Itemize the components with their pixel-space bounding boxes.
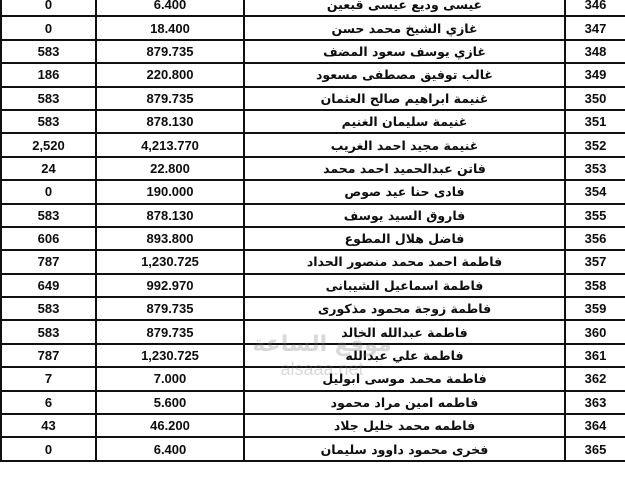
table-row — [1, 274, 625, 297]
amount-cell: 7.000 — [96, 367, 244, 390]
row-number-cell: 365 — [565, 437, 625, 460]
row-number-cell: 352 — [565, 133, 625, 156]
name-cell: غنيمة مجيد احمد الغريب — [244, 133, 565, 156]
table-row — [1, 180, 625, 203]
row-number-cell: 353 — [565, 157, 625, 180]
amount-cell: 6.400 — [96, 437, 244, 460]
table-row — [1, 367, 625, 390]
amount-cell: 46.200 — [96, 414, 244, 437]
value-cell: 583 — [1, 297, 96, 320]
amount-cell: 879.735 — [96, 297, 244, 320]
name-cell: فاطمه امين مراد محمود — [244, 391, 565, 414]
amount-cell: 6.400 — [96, 0, 244, 16]
name-cell: فاطمة زوجة محمود مذكورى — [244, 297, 565, 320]
name-cell: غالب توفيق مصطفى مسعود — [244, 63, 565, 86]
name-cell: فاتن عبدالحميد احمد محمد — [244, 157, 565, 180]
table-row — [1, 227, 625, 250]
name-cell: غنيمة سليمان الغنيم — [244, 110, 565, 133]
table-row — [1, 320, 625, 343]
table-row — [1, 110, 625, 133]
table-row — [1, 63, 625, 86]
value-cell: 583 — [1, 204, 96, 227]
name-cell: غازي يوسف سعود المضف — [244, 40, 565, 63]
table-row — [1, 0, 625, 16]
row-number-cell: 360 — [565, 320, 625, 343]
value-cell: 6 — [1, 391, 96, 414]
name-cell: فادى حنا عيد صوص — [244, 180, 565, 203]
row-number-cell: 362 — [565, 367, 625, 390]
value-cell: 24 — [1, 157, 96, 180]
row-number-cell: 359 — [565, 297, 625, 320]
table-row — [1, 437, 625, 460]
amount-cell: 1,230.725 — [96, 344, 244, 367]
amount-cell: 5.600 — [96, 391, 244, 414]
value-cell: 583 — [1, 320, 96, 343]
amount-cell: 879.735 — [96, 87, 244, 110]
table-row — [1, 157, 625, 180]
row-number-cell: 350 — [565, 87, 625, 110]
row-number-cell: 357 — [565, 250, 625, 273]
name-cell: فاضل هلال المطوع — [244, 227, 565, 250]
amount-cell: 22.800 — [96, 157, 244, 180]
table-row — [1, 16, 625, 39]
amount-cell: 992.970 — [96, 274, 244, 297]
name-cell: غازي الشيخ محمد حسن — [244, 16, 565, 39]
table-row — [1, 391, 625, 414]
name-cell: عيسى وديع عيسى قبعين — [244, 0, 565, 16]
value-cell: 787 — [1, 250, 96, 273]
row-number-cell: 347 — [565, 16, 625, 39]
value-cell: 606 — [1, 227, 96, 250]
value-cell: 2,520 — [1, 133, 96, 156]
name-cell: غنيمة ابراهيم صالح العثمان — [244, 87, 565, 110]
table-row — [1, 414, 625, 437]
table-row — [1, 344, 625, 367]
watermark-arabic: موقع الساعة — [252, 332, 392, 357]
row-number-cell: 364 — [565, 414, 625, 437]
amount-cell: 879.735 — [96, 40, 244, 63]
table-row — [1, 133, 625, 156]
row-number-cell: 349 — [565, 63, 625, 86]
amount-cell: 18.400 — [96, 16, 244, 39]
amount-cell: 878.130 — [96, 204, 244, 227]
value-cell: 787 — [1, 344, 96, 367]
row-number-cell: 358 — [565, 274, 625, 297]
name-cell: فاطمة احمد محمد منصور الحداد — [244, 250, 565, 273]
value-cell: 583 — [1, 87, 96, 110]
name-cell: فاطمه محمد خليل جلاد — [244, 414, 565, 437]
value-cell: 7 — [1, 367, 96, 390]
name-cell: فاروق السيد يوسف — [244, 204, 565, 227]
value-cell: 186 — [1, 63, 96, 86]
amount-cell: 893.800 — [96, 227, 244, 250]
table-row — [1, 297, 625, 320]
row-number-cell: 361 — [565, 344, 625, 367]
table-row — [1, 87, 625, 110]
row-number-cell: 351 — [565, 110, 625, 133]
value-cell: 649 — [1, 274, 96, 297]
table-row — [1, 250, 625, 273]
table-row — [1, 40, 625, 63]
name-cell: فاطمة محمد موسى ابوليل — [244, 367, 565, 390]
row-number-cell: 356 — [565, 227, 625, 250]
value-cell: 583 — [1, 40, 96, 63]
value-cell: 0 — [1, 437, 96, 460]
amount-cell: 878.130 — [96, 110, 244, 133]
amount-cell: 4,213.770 — [96, 133, 244, 156]
name-cell: فخرى محمود داوود سليمان — [244, 437, 565, 460]
amount-cell: 220.800 — [96, 63, 244, 86]
value-cell: 0 — [1, 180, 96, 203]
name-cell: فاطمة اسماعيل الشيبانى — [244, 274, 565, 297]
name-cell: فاطمة عبدالله الخالد — [244, 320, 565, 343]
amount-cell: 190.000 — [96, 180, 244, 203]
value-cell: 0 — [1, 0, 96, 16]
table-body — [1, 0, 625, 461]
table-row — [1, 204, 625, 227]
amount-cell: 879.735 — [96, 320, 244, 343]
row-number-cell: 363 — [565, 391, 625, 414]
row-number-cell: 354 — [565, 180, 625, 203]
watermark-latin: alsaaa.net — [280, 359, 364, 379]
value-cell: 583 — [1, 110, 96, 133]
row-number-cell: 348 — [565, 40, 625, 63]
row-number-cell: 346 — [565, 0, 625, 16]
value-cell: 43 — [1, 414, 96, 437]
row-number-cell: 355 — [565, 204, 625, 227]
value-cell: 0 — [1, 16, 96, 39]
name-cell: فاطمة علي عبدالله — [244, 344, 565, 367]
amount-cell: 1,230.725 — [96, 250, 244, 273]
